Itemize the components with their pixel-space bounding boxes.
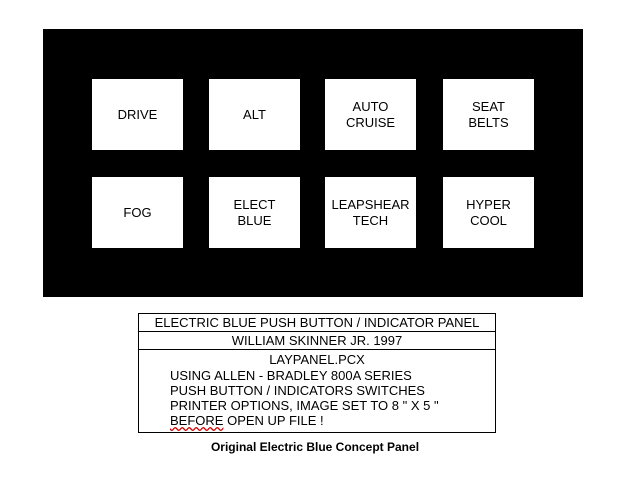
- elect-blue-button[interactable]: [209, 177, 300, 248]
- info-line-4-underlined: BEFORE: [170, 413, 224, 428]
- drive-button-label: DRIVE: [117, 106, 158, 122]
- info-author: WILLIAM SKINNER JR. 1997: [139, 332, 495, 350]
- seat-belts-button[interactable]: [443, 79, 534, 150]
- info-line-1: USING ALLEN - BRADLEY 800A SERIES: [170, 368, 412, 383]
- seat-belts-button-label: SEAT BELTS: [468, 98, 509, 130]
- info-line-3: PRINTER OPTIONS, IMAGE SET TO 8 " X 5 ": [170, 398, 439, 413]
- caption: Original Electric Blue Concept Panel: [210, 440, 420, 454]
- fog-button-label: FOG: [123, 204, 152, 220]
- leapshear-tech-button-label: LEAPSHEAR TECH: [331, 196, 410, 228]
- alt-button[interactable]: [209, 79, 300, 150]
- hyper-cool-button-label: HYPER COOL: [466, 196, 511, 228]
- info-body: [139, 350, 495, 432]
- info-line-4-rest: OPEN UP FILE !: [223, 413, 324, 428]
- auto-cruise-button-label: AUTO CRUISE: [345, 98, 396, 130]
- info-box: [138, 313, 496, 433]
- info-title: ELECTRIC BLUE PUSH BUTTON / INDICATOR PANEL: [139, 314, 495, 332]
- drive-button[interactable]: [92, 79, 183, 150]
- info-line-4: [139, 413, 495, 428]
- alt-button-label: ALT: [243, 106, 266, 122]
- info-line-2: PUSH BUTTON / INDICATORS SWITCHES: [170, 383, 425, 398]
- fog-button[interactable]: [92, 177, 183, 248]
- elect-blue-button-label: ELECT BLUE: [233, 196, 276, 228]
- button-panel: [43, 29, 583, 297]
- hyper-cool-button[interactable]: [443, 177, 534, 248]
- leapshear-tech-button[interactable]: [325, 177, 416, 248]
- info-filename: LAYPANEL.PCX: [269, 352, 365, 367]
- auto-cruise-button[interactable]: [325, 79, 416, 150]
